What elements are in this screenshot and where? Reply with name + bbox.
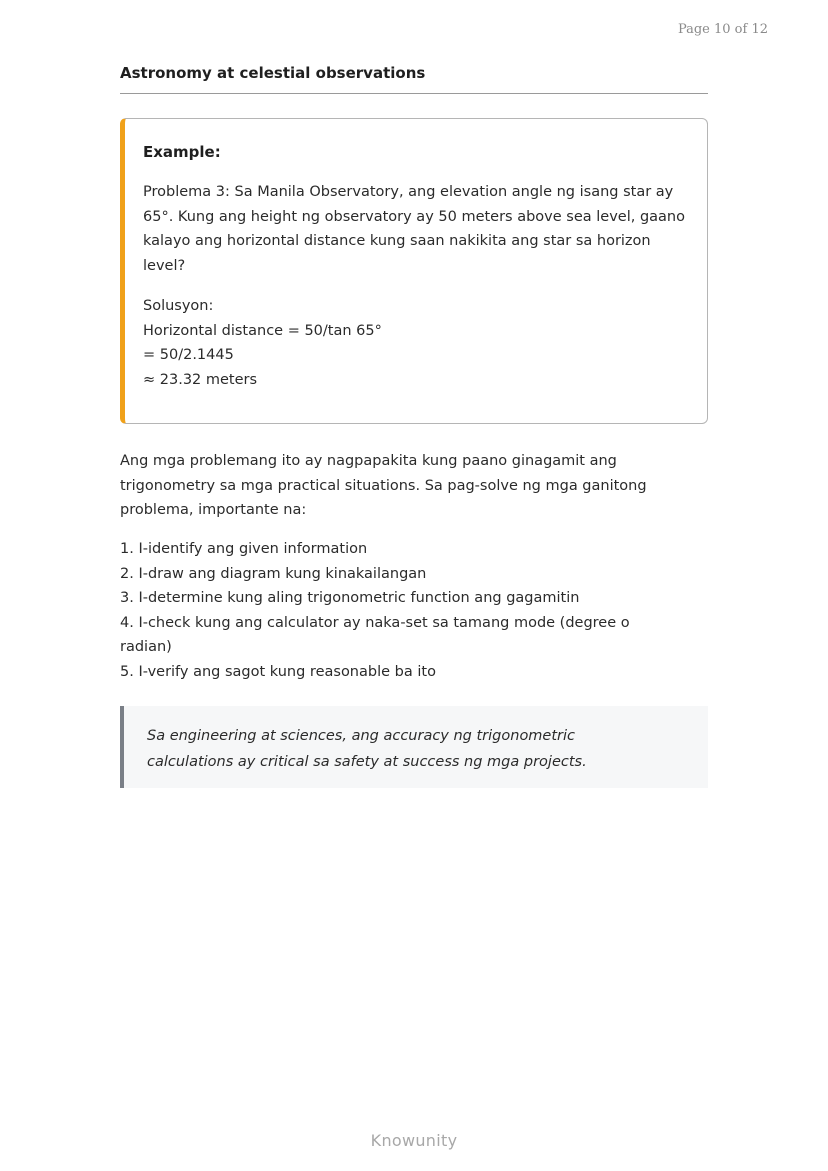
quote-line: Sa engineering at sciences, ang accuracy ng trigonometric <box>147 728 576 744</box>
page-number: Page 10 of 12 <box>677 22 768 37</box>
steps-list <box>120 537 680 684</box>
intro-paragraph: Ang mga problemang ito ay nagpapakita kung paano ginagamit ang trigonometry sa mga practical situations. Sa pag-solve ng mga ganitong problema, importante na: <box>120 453 647 518</box>
list-item: 1. I-identify ang given information <box>120 541 368 557</box>
problem-statement: Problema 3: Sa Manila Observatory, ang elevation angle ng isang star ay 65°. Kung ang height ng observatory ay 50 meters above sea level, gaano kalayo ang horizontal distance kung saan nakikita ang star sa horizon level? <box>143 184 685 274</box>
list-item: 4. I-check kung ang calculator ay naka-set sa tamang mode (degree o radian) <box>120 614 630 655</box>
quote-line: calculations ay critical sa safety at success ng mga projects. <box>147 754 587 770</box>
solution-result: ≈ 23.32 meters <box>143 371 258 388</box>
solution-step: = 50/2.1445 <box>143 347 234 363</box>
solution-label: Solusyon: <box>143 298 214 314</box>
list-item: 2. I-draw ang diagram kung kinakailangan <box>120 565 427 582</box>
section-title: Astronomy at celestial observations <box>120 64 426 82</box>
example-box <box>120 118 708 424</box>
list-item: 5. I-verify ang sagot kung reasonable ba ito <box>120 663 436 680</box>
list-item: 3. I-determine kung aling trigonometric function ang gagamitin <box>120 590 580 606</box>
title-divider <box>120 93 708 94</box>
example-heading: Example: <box>143 143 221 161</box>
solution-step: Horizontal distance = 50/tan 65° <box>143 322 382 339</box>
quote-box <box>120 706 708 788</box>
footer-brand: Knowunity <box>370 1131 458 1150</box>
